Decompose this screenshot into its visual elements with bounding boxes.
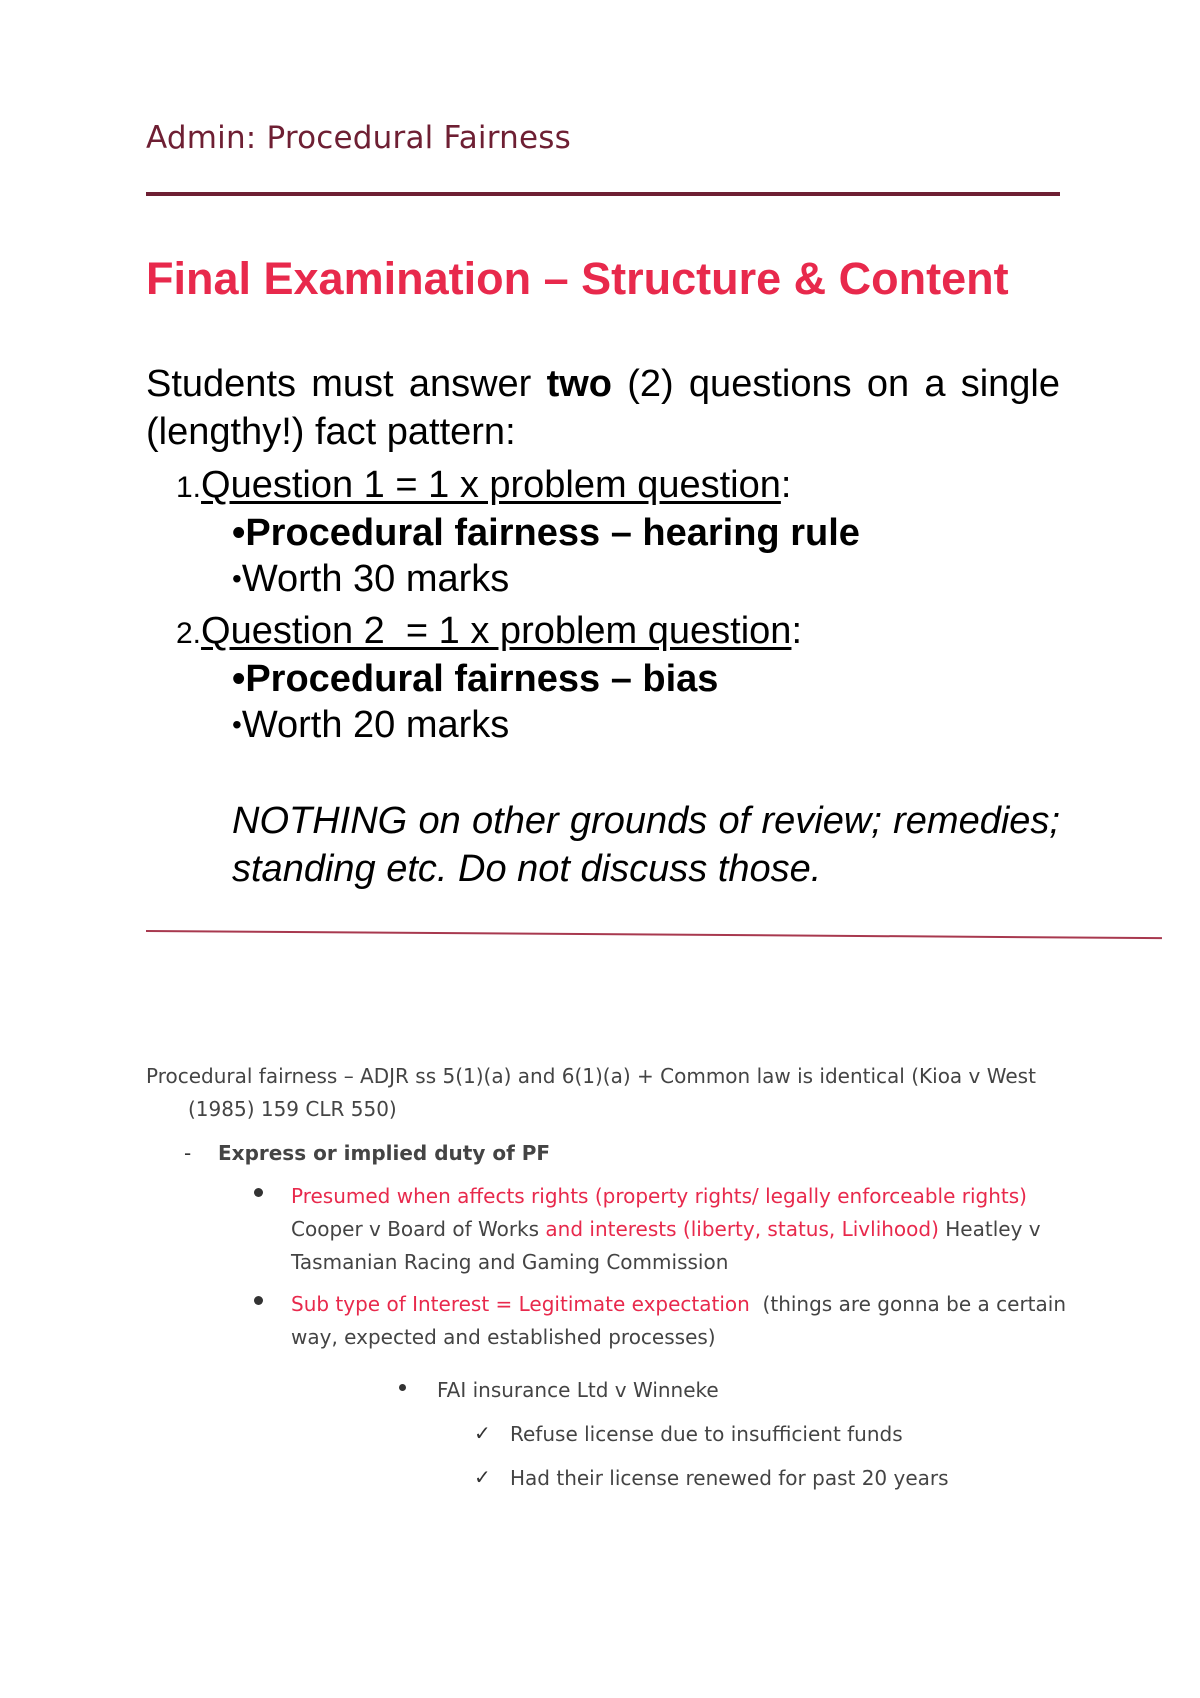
subtype-line-2: way, expected and established processes) (291, 1325, 716, 1349)
slide-title: Final Examination – Structure & Content (146, 253, 1009, 304)
dash-bullet-icon: - (184, 1141, 192, 1165)
question-1-topic-line (232, 510, 860, 556)
case-heatley: Heatley v (938, 1217, 1041, 1241)
slide-divider (146, 930, 1162, 939)
checkmark-icon: ✓ (474, 1465, 491, 1489)
check-item-2: Had their license renewed for past 20 years (510, 1466, 949, 1490)
question-2-text: Question 2 = 1 x problem question (201, 610, 792, 652)
question-1-marks-line (232, 556, 509, 605)
subtype-line-1 (291, 1288, 1066, 1321)
question-1-text: Question 1 = 1 x problem question (201, 464, 781, 506)
disc-bullet-icon (254, 1296, 263, 1305)
subtype-legit-expectation: Sub type of Interest = Legitimate expectation (291, 1292, 750, 1316)
question-2-topic-line (232, 656, 718, 702)
question-2-suffix: : (791, 610, 803, 652)
question-1-line (176, 462, 791, 511)
case-fai-insurance: FAI insurance Ltd v Winneke (437, 1378, 719, 1402)
disc-bullet-icon (254, 1188, 263, 1197)
exclusion-note: NOTHING on other grounds of review; remedies; standing etc. Do not discuss those. (232, 800, 1060, 890)
header-divider (146, 192, 1060, 196)
question-2-marks: Worth 20 marks (241, 704, 510, 746)
question-2-number: 2. (176, 617, 202, 650)
question-1-suffix: : (780, 464, 792, 506)
subtype-explanation: (things are gonna be a certain (749, 1292, 1066, 1316)
question-2-line (176, 608, 802, 657)
case-cooper: Cooper v Board of Works (291, 1217, 546, 1241)
question-1-topic: Procedural fairness – hearing rule (245, 512, 860, 554)
presumed-rights-text: Presumed when affects rights (property rights/ legally enforceable rights) (291, 1184, 1027, 1208)
presumed-interests-text: and interests (liberty, status, Livlihood) (545, 1217, 939, 1241)
question-2-marks-line (232, 702, 509, 751)
page-header-title: Admin: Procedural Fairness (146, 120, 571, 156)
duty-heading: Express or implied duty of PF (218, 1141, 551, 1165)
intro-text-post: (2) questions on a single (lengthy!) fact pattern: (146, 363, 1060, 453)
bullet-icon: • (232, 563, 242, 594)
checkmark-icon: ✓ (474, 1421, 491, 1445)
bullet-icon: • (232, 512, 246, 554)
question-1-marks: Worth 30 marks (241, 558, 510, 600)
presumed-line-3: Tasmanian Racing and Gaming Commission (291, 1250, 729, 1274)
notes-intro-citation: (1985) 159 CLR 550) (188, 1097, 397, 1121)
bullet-icon: • (232, 658, 246, 700)
notes-intro-line: Procedural fairness – ADJR ss 5(1)(a) and 6(1)(a) + Common law is identical (Kioa v West (146, 1064, 1036, 1088)
intro-text-pre: Students must answer (146, 363, 547, 405)
check-item-1: Refuse license due to insufficient funds (510, 1422, 903, 1446)
question-2-topic: Procedural fairness – bias (245, 658, 719, 700)
question-1-number: 1. (176, 471, 202, 504)
bullet-icon: • (232, 709, 242, 740)
slide-intro (146, 360, 1060, 456)
presumed-line-2 (291, 1213, 1041, 1246)
disc-bullet-icon (399, 1384, 406, 1391)
intro-text-bold: two (546, 363, 612, 405)
